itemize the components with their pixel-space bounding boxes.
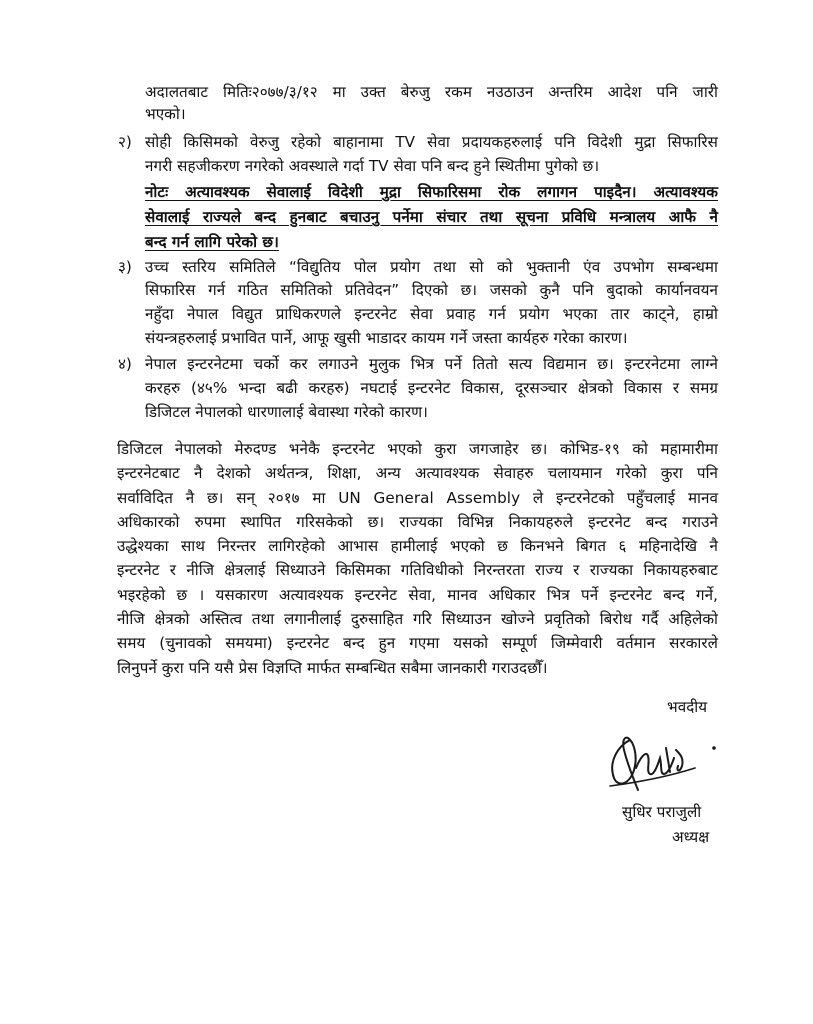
item-number-4: ४) — [118, 355, 132, 373]
closing-text: भवदीय — [667, 698, 708, 716]
item-4-line-1: नेपाल इन्टरनेटमा चर्को कर लगाउने मुलुक भित्र पर्ने तितो सत्य विद्यमान छ। इन्टरनेटमा लाग्ने — [145, 355, 718, 373]
item-number-3: ३) — [118, 258, 132, 276]
item-4-line-2: करहरु (४५% भन्दा बढी करहरु) नघटाई इन्टरनेट विकास, दूरसञ्चार क्षेत्रको विकास र समग्र — [145, 379, 718, 397]
paragraph-line-6: इन्टरनेट र नीजि क्षेत्रलाई सिध्याउने किसिमका गतिविधीको निरन्तरता राज्य र राज्यका निकायहरुबाट — [117, 561, 718, 579]
paragraph-line-4: अधिकारको रुपमा स्थापित गरिसकेको छ। राज्यका विभिन्न निकायहरुले इन्टरनेट बन्द गराउने — [117, 513, 718, 531]
item-3-line-1: उच्च स्तरिय समितिले “विद्युतिय पोल प्रयोग तथा सो को भुक्तानी एंव उपभोग सम्बन्धमा — [145, 258, 718, 276]
item-4-line-3: डिजिटल नेपालको धारणालाई बेवास्था गरेको कारण। — [145, 403, 428, 421]
item-3-line-4: संयन्त्रहरुलाई प्रभावित पार्ने, आफू खुसी भाडादर कायम गर्ने जस्ता कार्यहरु गरेका कारण। — [145, 329, 628, 347]
signature-icon — [600, 728, 725, 796]
paragraph-line-5: उद्धेश्यका साथ निरन्तर लागिरहेको आभास हामीलाई भएको छ किनभने बिगत ६ महिनादेखि नै — [117, 537, 718, 555]
paragraph-line-9: समय (चुनावको समयमा) इन्टरनेट बन्द हुन गएमा यसको सम्पूर्ण जिम्मेवारी वर्तमान सरकारले — [117, 634, 718, 652]
paragraph-line-3: सर्वाविदित नै छ। सन् २०१७ मा UN General Assembly ले इन्टरनेटको पहुँचलाई मानव — [117, 489, 718, 507]
signer-name: सुधिर पराजुली — [622, 803, 702, 821]
paragraph-line-2: इन्टरनेटबाट नै देशको अर्थतन्त्र, शिक्षा, अन्य अत्यावश्यक सेवाहरु चलायमान गरेको कुरा पनि — [117, 464, 718, 482]
paragraph-line-1: डिजिटल नेपालको मेरुदण्ड भनेकै इन्टरनेट भएको कुरा जगजाहेर छ। कोभिड-१९ को महामारीमा — [117, 440, 718, 458]
note-line-3: बन्द गर्न लागि परेको छ। — [145, 233, 279, 251]
signer-title: अध्यक्ष — [672, 828, 710, 846]
item-2-line-1: सोही किसिमको वेरुजु रहेको बाहानामा TV सेवा प्रदायकहरुलाई पनि विदेशी मुद्रा सिफारिस — [145, 133, 718, 151]
paragraph-line-10: लिनुपर्ने कुरा पनि यसै प्रेस विज्ञप्ति मार्फत सम्बन्धित सबैमा जानकारी गराउदछौँ। — [117, 659, 548, 677]
note-line-1: नोटः अत्यावश्यक सेवालाई विदेशी मुद्रा सिफारिसमा रोक लगागन पाइदैन। अत्यावश्यक — [145, 183, 718, 201]
item-2-line-2: नगरी सहजीकरण नगरेको अवस्थाले गर्दा TV सेवा पनि बन्द हुने स्थितीमा पुगेको छ। — [145, 157, 600, 175]
item-3-line-2: सिफारिस गर्न गठित समितिको प्रतिवेदन” दिएको छ। जसको कुनै पनि बुदाको कार्यानवयन — [145, 281, 718, 299]
paragraph-line-8: नीजि क्षेत्रको अस्तित्व तथा लगानीलाई दुरुसाहित गरि सिध्याउन खोज्ने प्रवृतिको बिरोध गर्दै अहिलेको — [117, 610, 718, 628]
item-3-line-3: नहुँदा नेपाल विद्युत प्राधिकरणले इन्टरनेट सेवा प्रवाह गर्न प्रयोग भएका तार काट्ने, हाम्रो — [145, 305, 718, 323]
intro-line-1: अदालतबाट मितिः२०७७/३/१२ मा उक्त बेरुजु रकम नउठाउन अन्तरिम आदेश पनि जारी — [145, 83, 718, 101]
paragraph-line-7: भइरहेको छ । यसकारण अत्यावश्यक इन्टरनेट सेवा, मानव अधिकार भित्र पर्ने इन्टरनेट बन्द गर्ने, — [117, 586, 718, 604]
intro-line-2: भएको। — [145, 105, 186, 123]
note-line-2: सेवालाई राज्यले बन्द हुनबाट बचाउनु पर्नेमा संचार तथा सूचना प्रविधि मन्त्रालय आफै नै — [145, 208, 718, 226]
item-number-2: २) — [118, 133, 132, 151]
